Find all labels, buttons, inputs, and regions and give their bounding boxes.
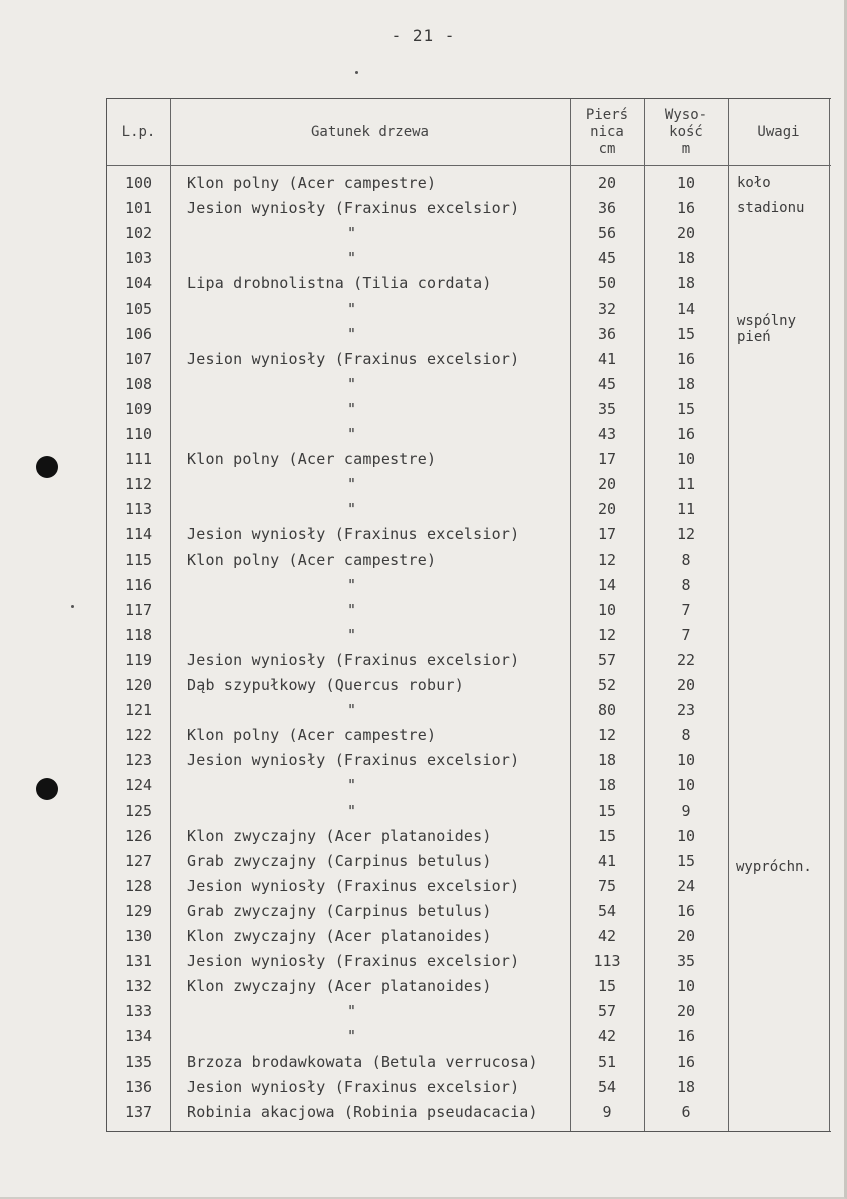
row-number: 113 xyxy=(124,500,153,519)
row-number: 137 xyxy=(124,1102,153,1121)
height-value: 20 xyxy=(676,927,696,945)
table-row xyxy=(107,573,831,598)
height-value: 7 xyxy=(681,600,691,619)
page-number: - 21 - xyxy=(391,26,456,45)
row-number: 107 xyxy=(124,349,153,368)
row-number: 134 xyxy=(124,1027,153,1046)
row-number: 100 xyxy=(124,174,153,192)
table-row xyxy=(107,974,831,999)
height-value: 18 xyxy=(676,249,696,268)
table-row xyxy=(107,1024,831,1049)
note-near-stadium xyxy=(737,175,804,216)
species-name: Jesion wyniosły (Fraxinus excelsior) xyxy=(187,650,520,669)
height-value: 15 xyxy=(676,324,696,343)
table-row xyxy=(107,999,831,1024)
girth-value: 75 xyxy=(597,876,617,895)
height-value: 12 xyxy=(676,525,696,544)
table-row xyxy=(107,849,831,874)
species-name: Jesion wyniosły (Fraxinus excelsior) xyxy=(187,1077,520,1096)
table-row xyxy=(107,899,831,924)
height-value: 10 xyxy=(676,174,696,192)
girth-value: 80 xyxy=(597,701,617,720)
species-name: Jesion wyniosły (Fraxinus excelsior) xyxy=(187,876,520,895)
species-name: Dąb szypułkowy (Quercus robur) xyxy=(187,676,464,694)
girth-value: 51 xyxy=(597,1052,617,1071)
table-row xyxy=(107,522,831,547)
row-number: 132 xyxy=(124,977,153,996)
row-number: 136 xyxy=(124,1077,153,1096)
table-row xyxy=(107,246,831,271)
row-number: 116 xyxy=(124,575,153,594)
girth-value: 10 xyxy=(597,600,617,619)
table-row xyxy=(107,773,831,798)
species-name: Jesion wyniosły (Fraxinus excelsior) xyxy=(187,199,520,218)
row-number: 133 xyxy=(124,1002,153,1021)
row-number: 130 xyxy=(124,927,153,945)
girth-value: 35 xyxy=(597,399,617,418)
header-lp-label: L.p. xyxy=(121,123,156,140)
table-row xyxy=(107,372,831,397)
table-row xyxy=(107,673,831,698)
girth-value: 12 xyxy=(597,726,617,745)
height-value: 15 xyxy=(676,399,696,418)
table-row xyxy=(107,196,831,221)
species-name: Grab zwyczajny (Carpinus betulus) xyxy=(187,851,492,870)
table-row xyxy=(107,271,831,296)
height-value: 6 xyxy=(681,1102,691,1121)
table-row xyxy=(107,397,831,422)
height-value: 10 xyxy=(676,826,696,845)
table-row xyxy=(107,874,831,899)
table-row xyxy=(107,297,831,322)
girth-value: 41 xyxy=(597,851,617,870)
girth-value: 36 xyxy=(597,199,617,218)
row-number: 105 xyxy=(124,299,153,318)
girth-value: 14 xyxy=(597,575,617,594)
ditto-mark: " xyxy=(347,600,357,619)
row-number: 125 xyxy=(124,801,153,820)
table-row xyxy=(107,1100,831,1125)
note-shared-trunk xyxy=(737,313,796,345)
girth-value: 18 xyxy=(597,776,617,795)
height-value: 11 xyxy=(676,475,696,494)
table-row xyxy=(107,497,831,522)
girth-value: 15 xyxy=(597,977,617,996)
table-row xyxy=(107,322,831,347)
row-number: 104 xyxy=(124,274,153,293)
table-row xyxy=(107,447,831,472)
row-number: 101 xyxy=(124,199,153,218)
girth-value: 45 xyxy=(597,374,617,393)
header-girth-unit: cm xyxy=(598,140,616,157)
note-line: stadionu xyxy=(737,200,805,216)
height-value: 18 xyxy=(676,374,696,393)
note-line: wspólny xyxy=(737,313,797,329)
table-row xyxy=(107,723,831,748)
table-row xyxy=(107,1050,831,1075)
height-value: 16 xyxy=(676,1052,696,1071)
table-row xyxy=(107,824,831,849)
row-number: 135 xyxy=(124,1052,153,1071)
header-height-line: Wyso- xyxy=(664,106,708,123)
height-value: 14 xyxy=(676,299,696,318)
species-name: Grab zwyczajny (Carpinus betulus) xyxy=(187,901,492,920)
header-lp xyxy=(107,99,170,165)
height-value: 8 xyxy=(681,575,691,594)
ditto-mark: " xyxy=(347,701,357,720)
row-number: 103 xyxy=(124,249,153,268)
height-value: 8 xyxy=(681,726,691,745)
height-value: 16 xyxy=(676,425,696,443)
header-height xyxy=(644,99,728,165)
height-value: 18 xyxy=(676,1077,696,1096)
row-number: 121 xyxy=(124,701,153,720)
girth-value: 20 xyxy=(597,500,617,519)
row-number: 131 xyxy=(124,952,153,971)
species-name: Klon zwyczajny (Acer platanoides) xyxy=(187,826,492,845)
species-name: Klon polny (Acer campestre) xyxy=(187,726,437,745)
row-number: 109 xyxy=(124,399,153,418)
species-name: Klon polny (Acer campestre) xyxy=(187,450,437,469)
table-row xyxy=(107,799,831,824)
punch-hole xyxy=(36,778,58,800)
species-name: Klon zwyczajny (Acer platanoides) xyxy=(187,927,492,945)
girth-value: 57 xyxy=(597,1002,617,1021)
species-name: Jesion wyniosły (Fraxinus excelsior) xyxy=(187,952,520,971)
girth-value: 43 xyxy=(597,425,617,443)
row-number: 124 xyxy=(124,776,153,795)
height-value: 24 xyxy=(676,876,696,895)
table-row xyxy=(107,221,831,246)
girth-value: 20 xyxy=(597,475,617,494)
ditto-mark: " xyxy=(347,374,357,393)
species-name: Jesion wyniosły (Fraxinus excelsior) xyxy=(187,525,520,544)
height-value: 11 xyxy=(676,500,696,519)
row-number: 112 xyxy=(124,475,153,494)
table-row xyxy=(107,171,831,196)
header-girth-line: nica xyxy=(590,123,624,140)
ditto-mark: " xyxy=(347,625,357,644)
height-value: 10 xyxy=(676,776,696,795)
species-name: Lipa drobnolistna (Tilia cordata) xyxy=(187,274,492,293)
ditto-mark: " xyxy=(347,399,357,418)
height-value: 18 xyxy=(676,274,696,293)
header-rule xyxy=(107,165,831,166)
table-row xyxy=(107,748,831,773)
row-number: 128 xyxy=(124,876,153,895)
row-number: 119 xyxy=(124,650,153,669)
height-value: 16 xyxy=(676,349,696,368)
table-row xyxy=(107,1075,831,1100)
table-row xyxy=(107,698,831,723)
row-number: 110 xyxy=(124,425,153,443)
table-row xyxy=(107,623,831,648)
girth-value: 12 xyxy=(597,550,617,569)
girth-value: 15 xyxy=(597,826,617,845)
ditto-mark: " xyxy=(347,249,357,268)
height-value: 16 xyxy=(676,1027,696,1046)
species-name: Klon polny (Acer campestre) xyxy=(187,550,437,569)
row-number: 102 xyxy=(124,224,153,243)
row-number: 120 xyxy=(124,676,153,694)
row-number: 122 xyxy=(124,726,153,745)
girth-value: 54 xyxy=(597,901,617,920)
girth-value: 15 xyxy=(597,801,617,820)
girth-value: 17 xyxy=(597,525,617,544)
girth-value: 56 xyxy=(597,224,617,243)
table-row xyxy=(107,949,831,974)
table-row xyxy=(107,924,831,949)
girth-value: 41 xyxy=(597,349,617,368)
table-row xyxy=(107,548,831,573)
row-number: 114 xyxy=(124,525,153,544)
tree-inventory-table xyxy=(106,98,831,1132)
ditto-mark: " xyxy=(347,500,357,519)
punch-hole xyxy=(36,456,58,478)
header-species-label: Gatunek drzewa xyxy=(310,123,429,140)
species-name: Brzoza brodawkowata (Betula verrucosa) xyxy=(187,1052,538,1071)
girth-value: 12 xyxy=(597,625,617,644)
header-notes-label: Uwagi xyxy=(757,123,800,140)
height-value: 7 xyxy=(681,625,691,644)
row-number: 115 xyxy=(124,550,153,569)
header-girth-line: Pierś xyxy=(585,106,629,123)
table-row xyxy=(107,472,831,497)
height-value: 20 xyxy=(676,224,696,243)
height-value: 15 xyxy=(676,851,696,870)
girth-value: 50 xyxy=(597,274,617,293)
species-name: Klon polny (Acer campestre) xyxy=(187,174,437,192)
girth-value: 45 xyxy=(597,249,617,268)
height-value: 20 xyxy=(676,676,696,694)
row-number: 111 xyxy=(124,450,153,469)
table-row xyxy=(107,648,831,673)
ink-speck xyxy=(355,71,358,74)
note-hollow xyxy=(736,859,812,875)
row-number: 123 xyxy=(124,751,153,770)
ditto-mark: " xyxy=(347,324,357,343)
ditto-mark: " xyxy=(347,425,357,443)
row-number: 106 xyxy=(124,324,153,343)
note-line: koło xyxy=(737,175,771,191)
girth-value: 9 xyxy=(602,1102,612,1121)
table-row xyxy=(107,598,831,623)
ditto-mark: " xyxy=(347,1027,357,1046)
height-value: 9 xyxy=(681,801,691,820)
note-line: wypróchn. xyxy=(736,859,812,875)
girth-value: 18 xyxy=(597,751,617,770)
girth-value: 42 xyxy=(597,927,617,945)
girth-value: 113 xyxy=(593,952,621,971)
row-number: 127 xyxy=(124,851,153,870)
header-girth xyxy=(570,99,644,165)
girth-value: 42 xyxy=(597,1027,617,1046)
height-value: 16 xyxy=(676,901,696,920)
height-value: 10 xyxy=(676,450,696,469)
height-value: 20 xyxy=(676,1002,696,1021)
note-line: pień xyxy=(737,329,771,345)
height-value: 35 xyxy=(676,952,696,971)
table-row xyxy=(107,422,831,447)
height-value: 22 xyxy=(676,650,696,669)
height-value: 10 xyxy=(676,977,696,996)
height-value: 23 xyxy=(676,701,696,720)
ditto-mark: " xyxy=(347,1002,357,1021)
ink-speck xyxy=(71,605,74,608)
species-name: Klon zwyczajny (Acer platanoides) xyxy=(187,977,492,996)
header-species xyxy=(170,99,570,165)
girth-value: 20 xyxy=(597,174,617,192)
ditto-mark: " xyxy=(347,776,357,795)
ditto-mark: " xyxy=(347,224,357,243)
height-value: 10 xyxy=(676,751,696,770)
height-value: 16 xyxy=(676,199,696,218)
girth-value: 57 xyxy=(597,650,617,669)
girth-value: 52 xyxy=(597,676,617,694)
row-number: 118 xyxy=(124,625,153,644)
girth-value: 36 xyxy=(597,324,617,343)
ditto-mark: " xyxy=(347,299,357,318)
ditto-mark: " xyxy=(347,475,357,494)
girth-value: 32 xyxy=(597,299,617,318)
species-name: Jesion wyniosły (Fraxinus excelsior) xyxy=(187,751,520,770)
row-number: 129 xyxy=(124,901,153,920)
header-notes xyxy=(728,99,829,165)
girth-value: 17 xyxy=(597,450,617,469)
species-name: Robinia akacjowa (Robinia pseudacacia) xyxy=(187,1102,538,1121)
row-number: 108 xyxy=(124,374,153,393)
row-number: 126 xyxy=(124,826,153,845)
table-row xyxy=(107,347,831,372)
row-number: 117 xyxy=(124,600,153,619)
ditto-mark: " xyxy=(347,801,357,820)
header-height-unit: m xyxy=(681,140,691,157)
girth-value: 54 xyxy=(597,1077,617,1096)
header-height-line: kość xyxy=(669,123,703,140)
height-value: 8 xyxy=(681,550,691,569)
ditto-mark: " xyxy=(347,575,357,594)
species-name: Jesion wyniosły (Fraxinus excelsior) xyxy=(187,349,520,368)
